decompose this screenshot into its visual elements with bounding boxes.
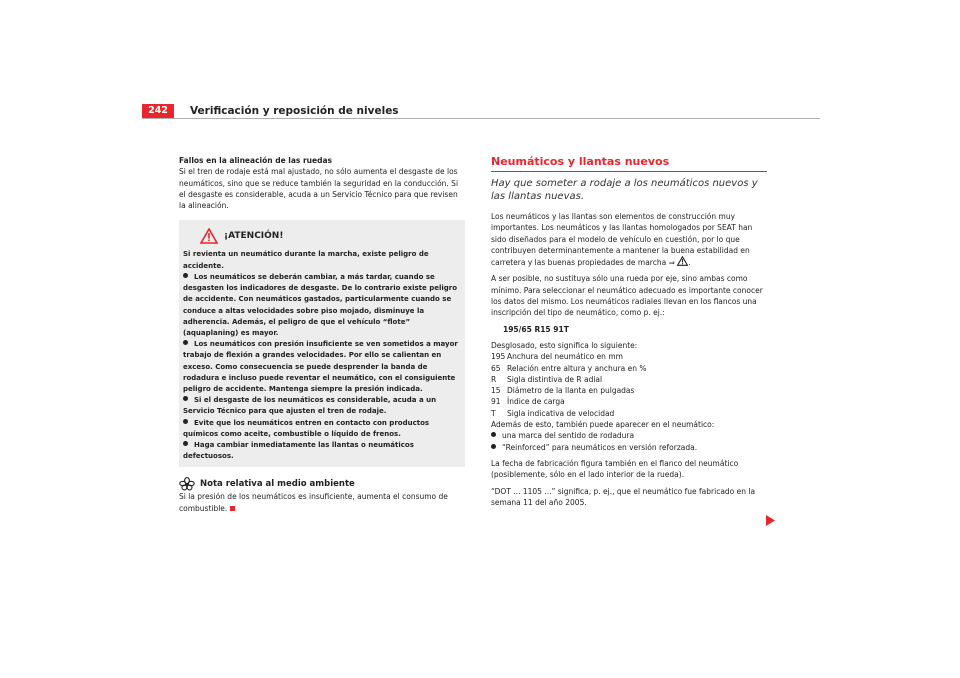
header-divider	[142, 118, 820, 119]
tire-code: 195/65 R15 91T	[503, 324, 569, 334]
breakdown-row: T Sigla indicativa de velocidad	[491, 408, 615, 418]
warning-item: Haga cambiar inmediatamente las llantas o neumáticos defectuosos.	[183, 440, 414, 461]
warning-title: ¡ATENCIÓN!	[224, 230, 284, 241]
also-intro: Además de esto, también puede aparecer en el neumático:	[491, 420, 715, 430]
warning-triangle-icon	[200, 228, 218, 244]
bullet-icon	[491, 444, 496, 449]
bullet-icon	[183, 441, 188, 446]
section-subtitle: Hay que someter a rodaje a los neumáticos nuevos y las llantas nuevas.	[491, 178, 758, 202]
chapter-title: Verificación y reposición de niveles	[190, 105, 399, 117]
environment-note-text: Si la presión de los neumáticos es insuficiente, aumenta el consumo de combustible.	[179, 492, 448, 513]
tires-paragraph-2: A ser posible, no sustituya sólo una rueda por eje, sino ambas como mínimo. Para seleccionar el neumático adecuado es importante conocer los datos del mismo. Los neumáticos radiales llevan en los flancos una inscripción del tipo de neumático, como p. ej.:	[491, 274, 763, 318]
end-of-section-icon	[230, 506, 235, 511]
breakdown-intro: Desglosado, esto significa lo siguiente:	[491, 340, 638, 350]
alignment-intro: Si el tren de rodaje está mal ajustado, no sólo aumenta el desgaste de los neumáticos, sino que se reduce también la seguridad en la conducción. Si el desgaste es considerable, acuda a un Servicio Técnico para que revisen la alineación.	[179, 167, 459, 211]
breakdown-row: 65 Relación entre altura y anchura en %	[491, 363, 647, 373]
warning-triangle-icon	[677, 256, 688, 266]
warning-item: Los neumáticos se deberán cambiar, a más tardar, cuando se desgasten los indicadores de desgaste. De lo contrario existe peligro de accidente. Con neumáticos gastados, particularmente cuando se conduce a altas velocidades sobre piso mojado, disminuye la adherencia. Además, el peligro de que el vehículo “flote” (aquaplaning) es mayor.	[183, 272, 458, 337]
tires-paragraph-3: La fecha de fabricación figura también en el flanco del neumático (posiblemente, sólo en el lado interior de la rueda).	[491, 458, 739, 480]
warning-item: Los neumáticos con presión insuficiente se ven sometidos a mayor trabajo de flexión a grandes velocidades. Por ello se calientan en exceso. Como consecuencia se puede desprender la banda de rodadura e incluso puede reventar el neumático, con el consiguiente peligro de accidente. Mantenga siempre la presión indicada.	[183, 340, 458, 393]
left-column	[179, 155, 465, 514]
breakdown-row: R Sigla distintiva de R adial	[491, 374, 603, 384]
breakdown-row: 195 Anchura del neumático en mm	[491, 352, 623, 362]
bullet-icon	[183, 340, 188, 345]
warning-lead: Si revienta un neumático durante la marcha, existe peligro de accidente.	[183, 250, 429, 270]
section-title: Neumáticos y llantas nuevos	[491, 155, 767, 172]
environment-note-title: Nota relativa al medio ambiente	[200, 478, 355, 489]
right-column	[491, 155, 767, 508]
also-item: una marca del sentido de rodadura	[491, 430, 767, 441]
warning-item: Si el desgaste de los neumáticos es considerable, acuda a un Servicio Técnico para que ajusten el tren de rodaje.	[183, 396, 437, 416]
warning-header	[183, 226, 461, 246]
alignment-heading: Fallos en la alineación de las ruedas	[179, 156, 332, 165]
breakdown-row: 15 Diámetro de la llanta en pulgadas	[491, 386, 635, 396]
bullet-icon	[183, 396, 188, 401]
warning-item: Evite que los neumáticos entren en contacto con productos químicos como aceite, combustible o líquido de frenos.	[183, 418, 430, 438]
environment-note-header	[179, 477, 465, 491]
breakdown-row: 91 Índice de carga	[491, 397, 565, 407]
bullet-icon	[183, 419, 188, 424]
also-item: “Reinforced” para neumáticos en versión reforzada.	[491, 442, 767, 453]
tires-paragraph-1: Los neumáticos y las llantas son elementos de construcción muy importantes. Los neumáticos y las llantas homologados por SEAT han sido diseñados para el modelo de vehículo en cuestión, por lo que contribuyen determinantemente a mantener la buena estabilidad en carretera y las buenas propiedades de marcha ⇒ .	[491, 212, 753, 268]
bullet-icon	[183, 273, 188, 278]
flower-environment-icon	[179, 477, 195, 491]
continue-arrow-icon	[766, 515, 775, 526]
bullet-icon	[491, 432, 496, 437]
page-number: 242	[142, 104, 174, 118]
warning-box	[179, 220, 465, 467]
tires-paragraph-4: “DOT ... 1105 ...” significa, p. ej., que el neumático fue fabricado en la semana 11 del año 2005.	[491, 486, 756, 507]
